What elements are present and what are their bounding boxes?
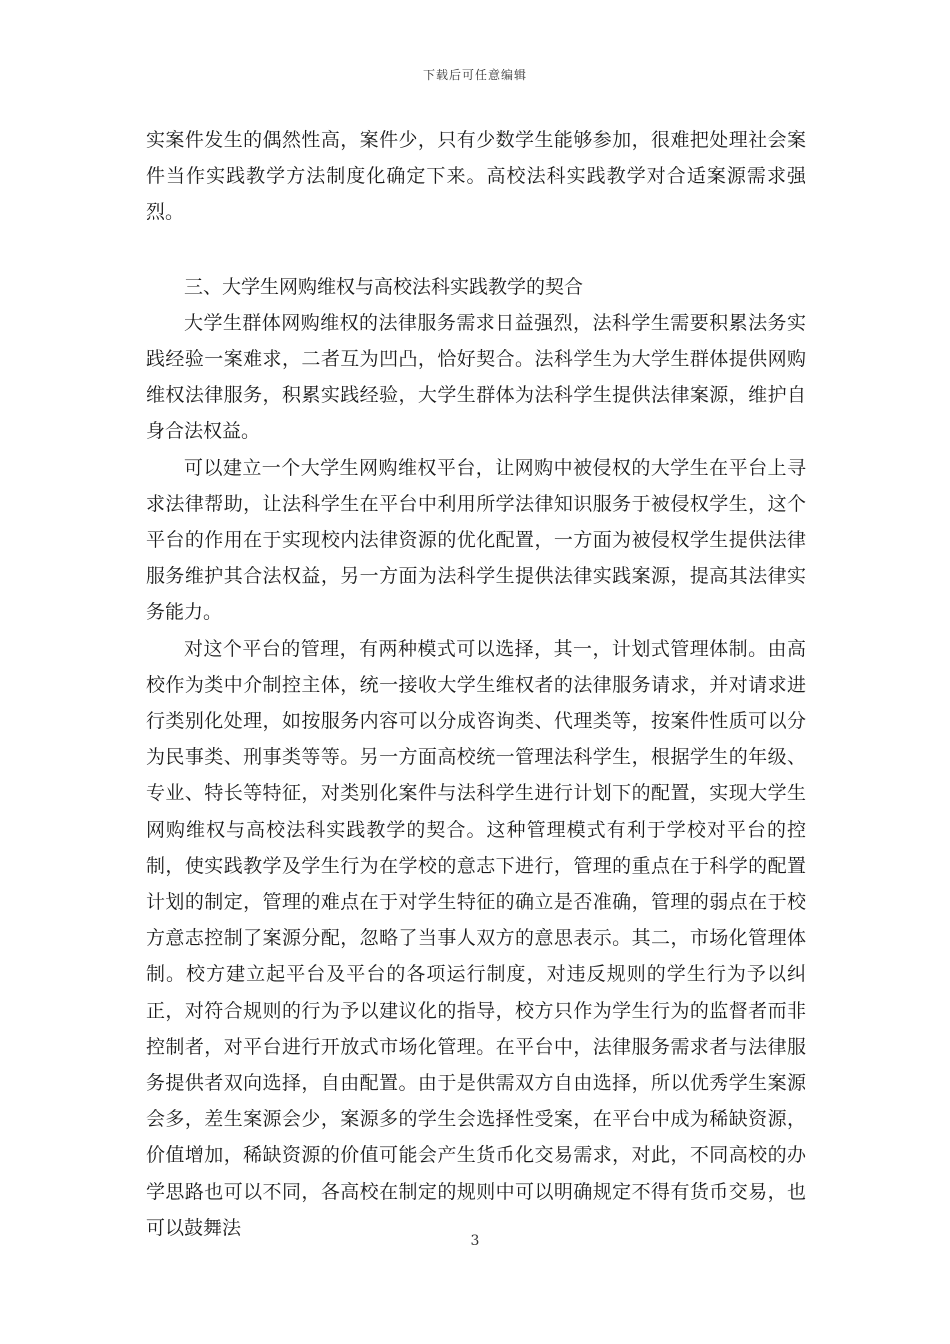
paragraph: 大学生群体网购维权的法律服务需求日益强烈，法科学生需要积累法务实践经验一案难求，二者互为凹凸，恰好契合。法科学生为大学生群体提供网购维权法律服务，积累实践经验，大学生群体为法科学生提供法律案源，维护自身合法权益。 — [146, 311, 806, 443]
paragraph: 可以建立一个大学生网购维权平台，让网购中被侵权的大学生在平台上寻求法律帮助，让法科学生在平台中利用所学法律知识服务于被侵权学生，这个平台的作用在于实现校内法律资源的优化配置，一方面为被侵权学生提供法律服务维护其合法权益，另一方面为法科学生提供法律实践案源，提高其法律实务能力。 — [146, 456, 806, 624]
paragraph: 对这个平台的管理，有两种模式可以选择，其一，计划式管理体制。由高校作为类中介制控主体，统一接收大学生维权者的法律服务请求，并对请求进行类别化处理，如按服务内容可以分成咨询类、代理类等，按案件性质可以分为民事类、刑事类等等。另一方面高校统一管理法科学生，根据学生的年级、专业、特长等特征，对类别化案件与法科学生进行计划下的配置，实现大学生网购维权与高校法科实践教学的契合。这种管理模式有利于学校对平台的控制，使实践教学及学生行为在学校的意志下进行，管理的重点在于科学的配置计划的制定，管理的难点在于对学生特征的确立是否准确，管理的弱点在于校方意志控制了案源分配，忽略了当事人双方的意思表示。其二，市场化管理体制。校方建立起平台及平台的各项运行制度，对违反规则的学生行为予以纠正，对符合规则的行为予以建议化的指导，校方只作为学生行为的监督者而非控制者，对平台进行开放式市场化管理。在平台中，法律服务需求者与法律服务提供者双向选择，自由配置。由于是供需双方自由选择，所以优秀学生案源会多，差生案源会少，案源多的学生会选择性受案，在平台中成为稀缺资源，价值增加，稀缺资源的价值可能会产生货币化交易需求，对此，不同高校的办学思路也可以不同，各高校在制定的规则中可以明确规定不得有货币交易，也可以鼓舞法 — [146, 637, 806, 1239]
body-text — [146, 122, 806, 1246]
paragraph-continuation: 实案件发生的偶然性高，案件少，只有少数学生能够参加，很难把处理社会案件当作实践教学方法制度化确定下来。高校法科实践教学对合适案源需求强烈。 — [146, 129, 806, 224]
section-heading: 三、大学生网购维权与高校法科实践教学的契合 — [184, 275, 584, 298]
page-number: 3 — [470, 1233, 480, 1249]
page-header: 下载后可任意编辑 — [422, 68, 527, 82]
